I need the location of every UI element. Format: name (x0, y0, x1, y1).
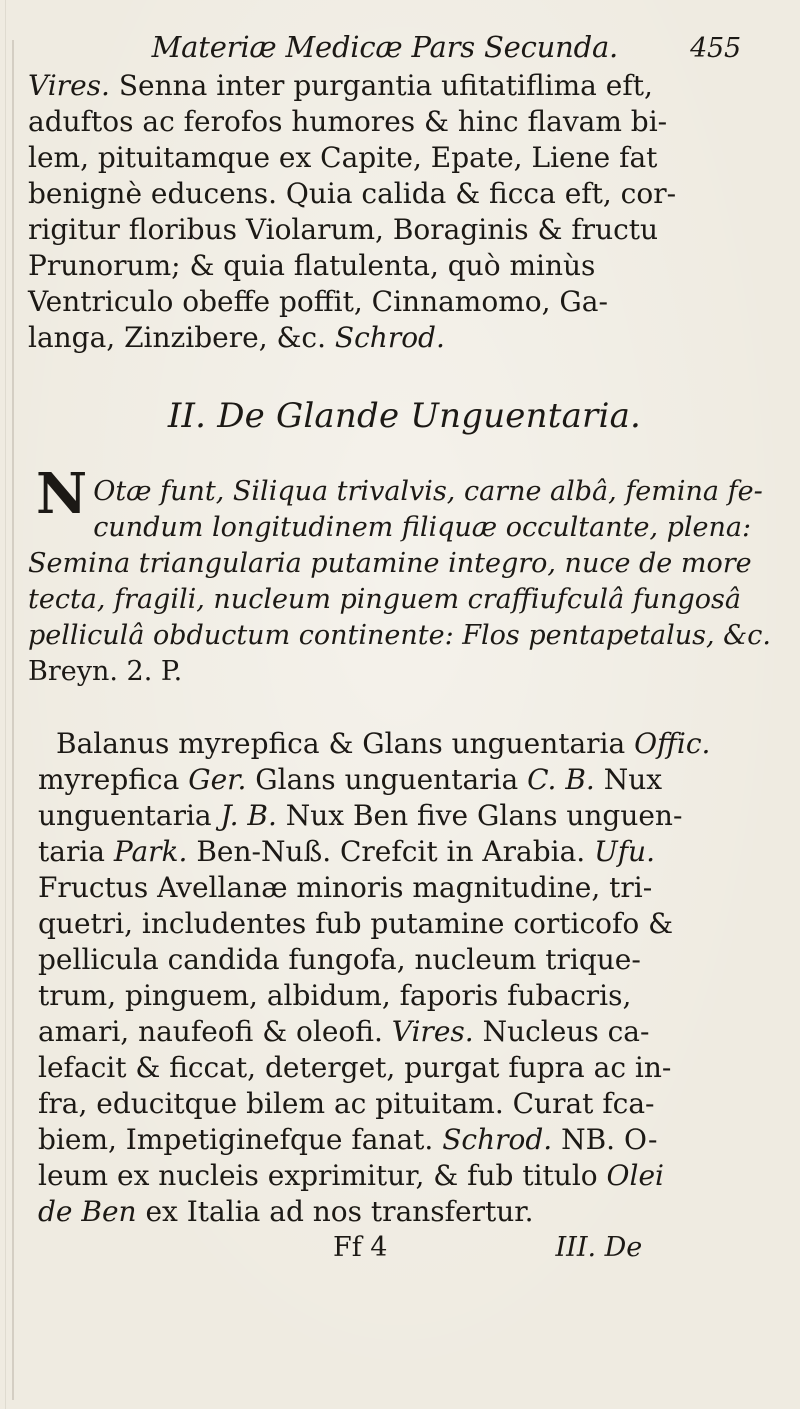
text-line (28, 834, 773, 870)
text-run: NB. O- (552, 1123, 658, 1156)
author-citation: Schrod. (326, 321, 445, 354)
text-run: amari, naufeofi & oleofi. (38, 1015, 392, 1048)
italic-run: Vires. (391, 1015, 474, 1048)
text-run: trum, pinguem, albidum, faporis fubacris, (38, 979, 632, 1012)
italic-run: Ufu. (594, 835, 655, 868)
gutter-shadow (12, 40, 14, 1400)
text-line: Ventriculo obeffe poffit, Cinnamomo, Ga- (28, 285, 608, 318)
text-run: leum ex nucleis exprimitur, & fub titulo (38, 1159, 607, 1192)
text-line (28, 1050, 773, 1086)
text-run: Nucleus ca- (473, 1015, 650, 1048)
italic-run: C. B. (527, 763, 595, 796)
text-run: taria (38, 835, 114, 868)
text-line: lem, pituitamque ex Capite, Epate, Liene fat (28, 141, 658, 174)
text-run: pellicula candida fungofa, nucleum trique- (38, 943, 641, 976)
text-run: fra, educitque bilem ac pituitam. Curat fca- (38, 1087, 655, 1120)
italic-run: de Ben (38, 1195, 137, 1228)
text-run: unguentaria (38, 799, 221, 832)
vires-label: Vires. (28, 69, 110, 102)
drop-cap: N (36, 461, 88, 527)
text-line: Vires. Senna inter purgantia ufitatiflima eft, (28, 69, 653, 102)
text-line (28, 906, 773, 942)
text-line: rigitur floribus Violarum, Boraginis & fructu (28, 213, 659, 246)
page-number: 455 (690, 33, 741, 64)
text-run: myrepfica (38, 763, 189, 796)
text-line (28, 1122, 773, 1158)
text-run: Nux Ben five Glans unguen- (276, 799, 683, 832)
text-line (28, 762, 773, 798)
text-run: ex Italia ad nos transfertur. (136, 1195, 534, 1228)
text-line (28, 726, 773, 762)
text-run: biem, Impetiginefque fanat. (38, 1123, 443, 1156)
text-line: tecta, fragili, nucleum pinguem craffiufculâ fungosâ (28, 584, 742, 615)
text-run: Nux (594, 763, 663, 796)
text-line: pelliculâ obductum continente: Flos pentapetalus, &c. (28, 620, 771, 651)
text-line: aduftos ac ferofos humores & hinc flavam bi- (28, 105, 668, 138)
text-run: quetri, includentes fub putamine corticofo & (38, 907, 674, 940)
italic-run: Offic. (634, 727, 711, 760)
running-header (28, 30, 773, 66)
italic-run: Park. (113, 835, 188, 868)
text-line (28, 1158, 773, 1194)
text-line: Prunorum; & quia flatulenta, quò minùs (28, 249, 596, 282)
page-content (28, 30, 773, 1266)
text-line: langa, Zinzibere, &c. Schrod. (28, 321, 445, 354)
text-line (28, 1086, 773, 1122)
balanus-paragraph (28, 726, 773, 1230)
text-line (28, 1014, 773, 1050)
signature-mark: Ff 4 (333, 1232, 388, 1263)
running-title: Materiæ Medicæ Pars Secunda. (151, 30, 619, 64)
text-line: Otæ funt, Siliqua trivalvis, carne albâ, femina fe- (93, 476, 763, 507)
text-run: Glans unguentaria (246, 763, 528, 796)
text-run: Ben-Nuß. Crefcit in Arabia. (187, 835, 595, 868)
italic-run: J. B. (220, 799, 277, 832)
text-run: Fructus Avellanæ minoris magnitudine, tri- (38, 871, 653, 904)
italic-run: Ger. (188, 763, 247, 796)
text-line (28, 870, 773, 906)
text-run: Balanus myrepfica & Glans unguentaria (56, 727, 635, 760)
italic-run: Olei (606, 1159, 664, 1192)
catchword: III. De (555, 1232, 643, 1263)
text-line (28, 942, 773, 978)
reference-citation: Breyn. 2. P. (28, 656, 183, 687)
text-line: Semina triangularia putamine integro, nuce de more (28, 548, 752, 579)
text-run: lefacit & ficcat, deterget, purgat fupra ac in- (38, 1051, 672, 1084)
text-line (28, 798, 773, 834)
text-line (28, 1194, 773, 1230)
page-footer (28, 1230, 773, 1266)
text-line: benignè educens. Quia calida & ficca eft, cor- (28, 177, 677, 210)
page-edge-shadow (5, 0, 6, 1409)
section-heading: II. De Glande Unguentaria. (167, 396, 642, 436)
italic-run: Schrod. (442, 1123, 553, 1156)
senna-paragraph (28, 68, 773, 356)
notae-description (28, 461, 773, 690)
text-line: cundum longitudinem filiquæ occultante, plena: (93, 512, 752, 543)
text-line (28, 978, 773, 1014)
